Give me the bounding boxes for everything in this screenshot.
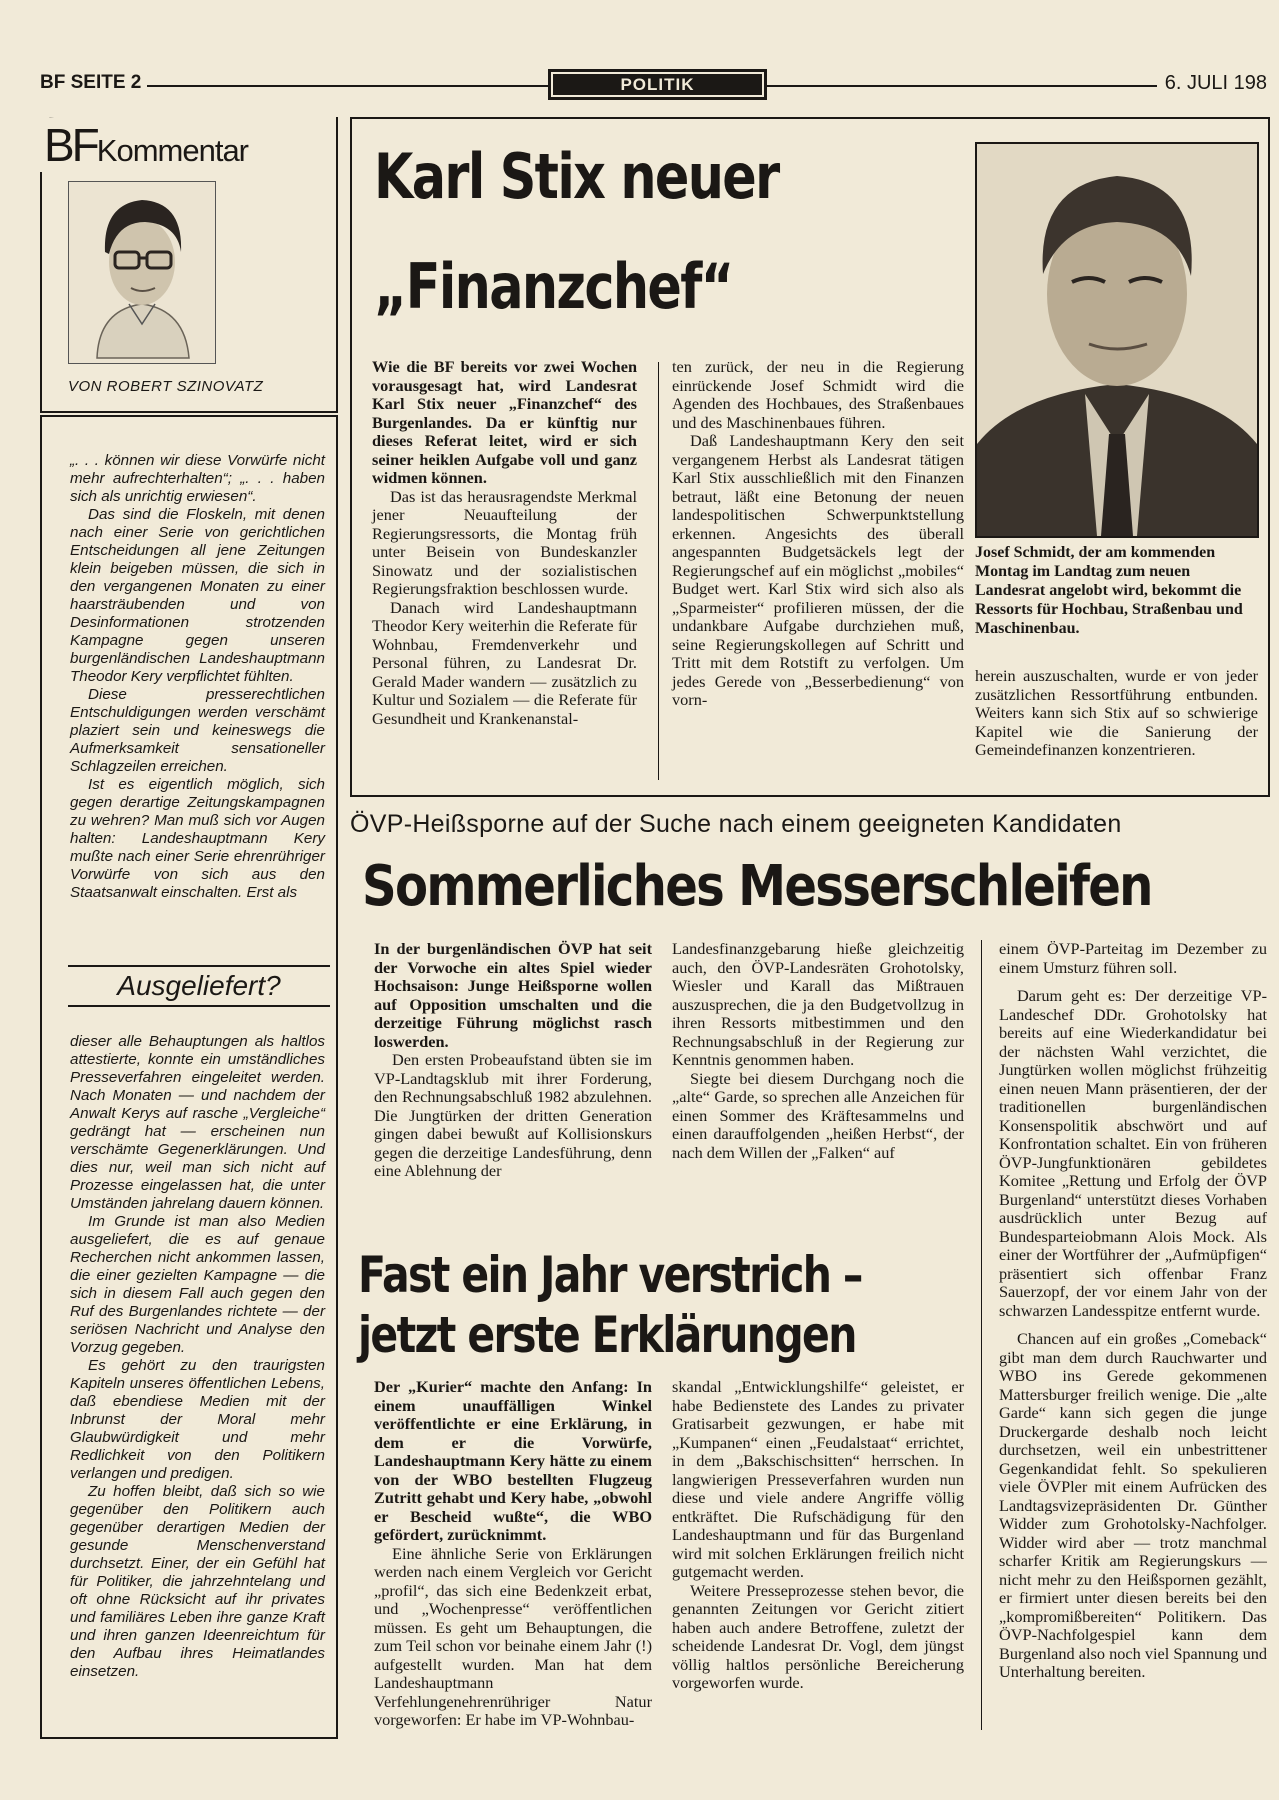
second-article-kicker: ÖVP-Heißsporne auf der Suche nach einem geeigneten Kandidaten (350, 810, 1122, 838)
lead-article-paragraph: Das ist das herausragendste Merkmal jener Neuaufteilung der Regierungsressorts, die Montag früh unter Beisein von Bundeskanzler Sinowatz und der sozialistischen Regierungsfraktion beschlossen wurde. (372, 486, 637, 598)
portrait-caption: Josef Schmidt, der am kommenden Montag im Landtag zum neuen Landesrat angelobt wird, bekommt die Ressorts für Hochbau, Straßenbau und Maschinenbau. (975, 544, 1243, 637)
lead-article-col3: herein auszuschalten, wurde er von jeder zusätzlichen Ressortführung entbunden. Weiters kann sich Stix auf so schwierige Kapitel wie die Sanierung der Gemeindefinanzen konzentrieren. (975, 666, 1258, 759)
commentary-subheading: Ausgeliefert? (68, 965, 330, 1007)
lead-article-paragraph: Wie die BF bereits vor zwei Wochen vorausgesagt hat, wird Landesrat Karl Stix neuer „Finanzchef“ des Burgenlandes. Da er künftig nur dieses Referat leitet, wird er sich seiner heiklen Aufgabe voll und ganz widmen können. (372, 357, 637, 487)
commentary-paragraph: Im Grunde ist man also Medien ausgeliefert, die es auf genaue Recherchen nicht ankommen lassen, die einer gezielten Kampagne — die sich in diesem Fall auch gegen den Ruf des Burgenlandes richtete — der seriösen Nachricht und Analyse den Vorzug gegeben. (70, 1213, 325, 1356)
column-rule (658, 362, 659, 780)
commentary-paragraph: Das sind die Floskeln, mit denen nach einer Serie von gerichtlichen Entscheidungen all jene Zeitungen klein beigeben müssen, die sich in den vergangenen Monaten zu einer haarsträubenden und von Desinformationen strotzenden Kampagne gegen unseren burgenländischen Landeshauptmann Theodor Kery verpflichtet fühlten. (70, 506, 325, 685)
commentary-paragraph: Diese presserechtlichen Entschuldigungen werden verschämt plaziert sein und keineswegs die Aufmerksamkeit sensationeller Schlagzeilen erreichen. (70, 686, 325, 775)
second-article-paragraph: einem ÖVP-Parteitag im Dezember zu einem Umsturz führen soll. (999, 940, 1267, 977)
commentary-paragraph: „. . . können wir diese Vorwürfe nicht mehr aufrechterhalten“; „. . . haben sich als unrichtig erwiesen“. (70, 452, 325, 505)
commentary-paragraph: Zu hoffen bleibt, daß sich so wie gegenüber den Politikern auch gegenüber derartigen Medien der gesunde Menschenverstand durchsetzt. Einer, der ein Gefühl hat für Politiker, die jahrzehntelang und oft ohne Rücksicht auf ihr privates und familiäres Leben ihre ganze Kraft und ihren ganzen Ideenreichtum für den Aufbau ihres Heimatlandes einsetzen. (70, 1483, 325, 1680)
second-article-col3 (999, 940, 1267, 1682)
third-article-paragraph: Eine ähnliche Serie von Erklärungen werden nach einem Vergleich vor Gericht „profil“, das sich eine Bedenkzeit erbat, und „Wochenpresse“ veröffentlichen müssen. Es geht um Behauptungen, die zum Teil schon vor beinahe einem Jahr (!) aufgestellt wurden. Man hat dem Landeshauptmann Verfehlungenehrenrühriger Natur vorgeworfen: Er habe im VP-Wohnbau- (374, 1543, 652, 1729)
commentary-title-bf: BF (44, 119, 97, 171)
author-portrait (68, 181, 216, 364)
section-label: POLITIK (548, 69, 767, 100)
third-article-paragraph: Der „Kurier“ machte den Anfang: In einem unauffälligen Winkel veröffentlichte er eine Erklärung, in dem er die Vorwürfe, Landeshauptmann Kery hätte zu einem von der WBO bestellten Flugzeug Zutritt gehabt und Kery habe, „obwohl er Bescheid wußte“, die WBO gefördert, zurücknimmt. (374, 1377, 652, 1544)
issue-date: 6. JULI 198 (1157, 72, 1267, 95)
third-article-headline-line2: jetzt erste Erklärungen (358, 1306, 856, 1364)
second-article-paragraph: Chancen auf ein großes „Comeback“ gibt man dem durch Rauchwarter und WBO ins Gerede gekommenen Mattersburger freilich wenige. Die „alte Garde“ kann sich gegen die junge Druckergarde deshalb noch leicht durchsetzen, weil ein unbestrittener Gegenkandidat fehlt. So spekulieren viele ÖVPler mit einem Aufrücken des Landtagsvizepräsidenten Dr. Günther Widder zum Grohotolsky-Nachfolger. Widder wird aber — trotz manchmal scharfer Kritik am Regierungskurs — nicht mehr zu den Heißspornen gezählt, er firmiert unter diesen bereits bei den „kompromißbereiten“ Politikern. Das ÖVP-Nachfolgespiel kann dem Burgenland also noch viel Spannung und Unterhaltung bereiten. (999, 1329, 1267, 1681)
commentary-paragraph: dieser alle Behauptungen als haltlos attestierte, konnte ein umständliches Presseverfahren eingeleitet werden. Nach Monaten — und nachdem der Anwalt Kerys auf rasche „Vergleiche“ gedrängt hat — erscheinen nun verschämte Gegenerklärungen. Und dies nur, weil man sich nicht auf Prozesse eingelassen hat, die unter Umständen jahrelang dauern können. (70, 1033, 325, 1212)
second-article-paragraph: Den ersten Probeaufstand übten sie im VP-Landtagsklub mit ihrer Forderung, den Rechnungsabschluß 1982 abzulehnen. Die Jungtürken der dritten Generation gingen dabei bewußt auf Kollisionskurs gegen die derzeitige Landesführung, denn eine Ablehnung der (374, 1050, 652, 1180)
lead-headline-line2: „Finanzchef“ (374, 250, 733, 323)
lead-headline-line1: Karl Stix neuer (374, 140, 779, 213)
schmidt-portrait (975, 142, 1259, 538)
third-article-paragraph: skandal „Entwicklungshilfe“ geleistet, er habe Bedienstete des Landes zu privater Gratisarbeit gezwungen, er habe mit „Kumpanen“ einen „Feudalstaat“ errichtet, in dem „Bakschischsitten“ herrschen. In langwierigen Presseverfahren wurden nun diese und viele andere Angriffe völlig entkräftet. Die Rufschädigung für den Landeshauptmann und für das Burgenland wird mit solchen Erklärungen freilich nicht gutgemacht werden. (672, 1377, 964, 1581)
page-label: BF SEITE 2 (40, 72, 147, 94)
commentary-paragraph: Ist es eigentlich möglich, sich gegen derartige Zeitungskampagnen zu wehren? Man muß sich vor Augen halten: Landeshauptmann Kery mußte nach einer Serie ehrenrühriger Vorwürfe von sich aus den Staatsanwalt einschalten. Erst als (70, 776, 325, 901)
third-article-headline-line1: Fast ein Jahr verstrich – (358, 1246, 862, 1304)
commentary-text-part1 (70, 452, 325, 902)
third-article-col1 (374, 1378, 652, 1730)
third-article-paragraph: Weitere Presseprozesse stehen bevor, die genannten Zeitungen vor Gericht zitiert haben auch andere Betroffene, zuletzt der scheidende Landesrat Dr. Vogl, dem jüngst völlig haltlos persönliche Bereicherung vorgeworfen wurde. (672, 1580, 964, 1692)
column-rule (981, 940, 982, 1730)
second-article-col1 (374, 940, 652, 1181)
commentary-title (40, 118, 254, 172)
second-article-paragraph: Landesfinanzgebarung hieße gleichzeitig auch, den ÖVP-Landesräten Grohotolsky, Wiesler und Karall das Mißtrauen auszusprechen, die ja den Budgetvollzug in ihren Ressorts mitbestimmen und den Rechnungsabschluß in der Regierung zur Kenntnis genommen haben. (672, 939, 964, 1069)
lead-article-col1 (372, 358, 637, 728)
second-article-headline: Sommerliches Messerschleifen (362, 854, 1152, 919)
commentary-title-rest: Kommentar (96, 133, 249, 168)
second-article-paragraph: Darum geht es: Der derzeitige VP-Landeschef DDr. Grohotolsky hat bereits auf eine Wiederkandidatur bei der nächsten Wahl verzichtet, die Jungtürken wollen möglichst frühzeitig einen neuen Mann präsentieren, der der traditionellen burgenländischen Konsenspolitik abschwört und auf Konfrontation schaltet. Ein von früheren ÖVP-Jungfunktionären gebildetes Komitee „Rettung und Erfolg der ÖVP Burgenland“ unterstützt dieses Vorhaben ausdrücklich unter Bezug auf Bundesparteiobmann Alois Mock. Als einer der Wortführer der „Aufmüpfigen“ präsentiert sich offenbar Franz Sauerzopf, der vor einem Jahr von der schwarzen Landesspitze entfernt wurde. (999, 986, 1267, 1320)
second-article-paragraph: In der burgenländischen ÖVP hat seit der Vorwoche ein altes Spiel wieder Hochsaison: Junge Heißsporne wollen auf Opposition umschalten und die derzeitige Führung möglichst rasch loswerden. (374, 939, 652, 1051)
commentary-text-part2 (70, 1033, 325, 1681)
third-article-col2 (672, 1378, 964, 1693)
lead-article-paragraph: Daß Landeshauptmann Kery den seit vergangenem Herbst als Landesrat tätigen Karl Stix ausschließlich mit den Finanzen betraut, läßt eine Betonung der neuen landespolitischen Schwerpunktstellung erkennen. Angesichts des überall angespannten Budgetsäckels legt der Regierungschef auf ein möglichst „mobiles“ Budget wert. Karl Stix wird sich also als „Sparmeister“ profilieren müssen, der die undankbare Aufgabe durchziehen muß, seine Regierungskollegen auf Schritt und Tritt mit dem Rotstift zu verfolgen. Um jedes Gerede von „Besserbedienung“ von vorn- (672, 431, 964, 709)
commentary-paragraph: Es gehört zu den traurigsten Kapiteln unseres öffentlichen Lebens, daß ebendiese Medien mit der Inbrunst der Moral mehr Glaubwürdigkeit und mehr Redlichkeit von den Politikern verlangen und predigen. (70, 1357, 325, 1482)
lead-article-paragraph: ten zurück, der neu in die Regierung einrückende Josef Schmidt wird die Agenden des Hochbaues, des Straßenbaues und des Maschinenbaues führen. (672, 357, 964, 432)
lead-article-paragraph: Danach wird Landeshauptmann Theodor Kery weiterhin die Referate für Wohnbau, Fremdenverkehr und Personal führen, zu Landesrat Dr. Gerald Mader wandern — zusätzlich zu Kultur und Sozialem — die Referate für Gesundheit und Krankenanstal- (372, 597, 637, 728)
second-article-paragraph: Siegte bei diesem Durchgang noch die „alte“ Garde, so sprechen alle Anzeichen für einen Sommer des Kräftesammelns und einen darauffolgenden „heißen Herbst“, der nach dem Willen der „Falken“ auf (672, 1068, 964, 1162)
schmidt-portrait-image (977, 144, 1257, 536)
second-article-col2 (672, 940, 964, 1162)
lead-article-col2 (672, 358, 964, 710)
author-portrait-image (69, 182, 215, 363)
commentary-byline: VON ROBERT SZINOVATZ (68, 378, 264, 395)
